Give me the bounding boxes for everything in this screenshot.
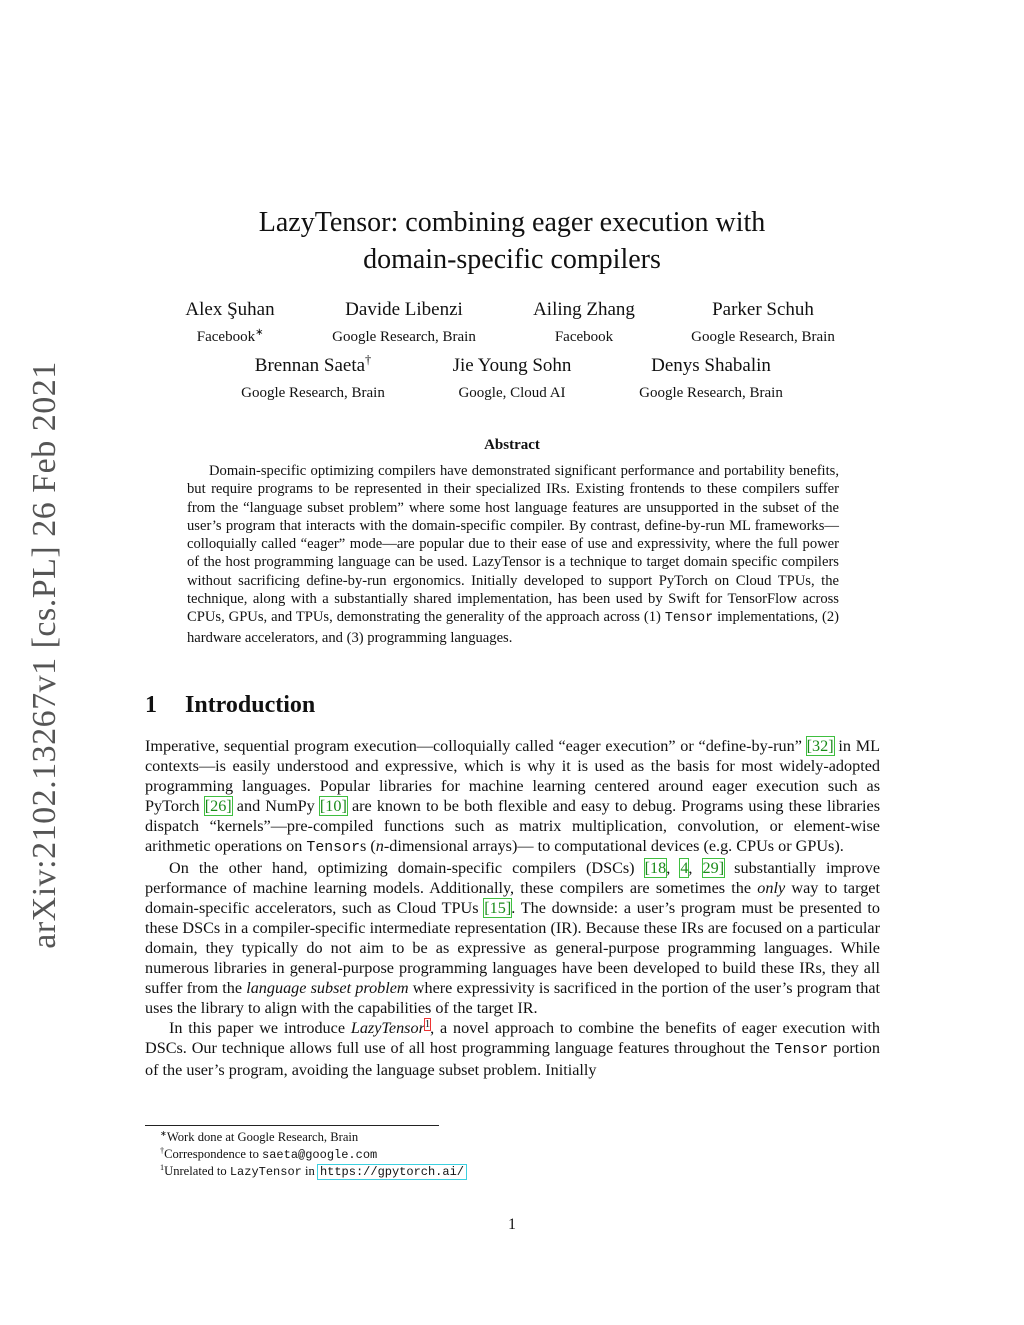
author-block (222, 354, 404, 404)
author-block (432, 354, 592, 404)
author-name: Alex Şuhan (185, 299, 275, 320)
footnote: ∗Work done at Google Research, Brain (160, 1128, 359, 1144)
author-name: Jie Young Sohn (452, 355, 572, 376)
url-link[interactable]: https://gpytorch.ai/ (319, 1165, 464, 1179)
email-address: saeta@google.com (262, 1147, 378, 1162)
section-number: 1 (145, 692, 157, 718)
footnote: $^1$Unrelated to LazyTensor in https://gpytorch.ai/ (160, 1162, 464, 1179)
code-inline: Tensor (306, 840, 361, 856)
paper-title (0, 204, 1024, 278)
author-block (509, 298, 659, 348)
title-line-2: domain-specific compilers (363, 244, 661, 275)
citation-link[interactable]: [10] (319, 797, 347, 815)
abstract-heading: Abstract (484, 437, 540, 453)
author-block (672, 298, 854, 348)
code-inline: LazyTensor (229, 1165, 302, 1179)
paragraph: Imperative, sequential program execution—colloquially called “eager execution” or “define-by-run” [32] in ML contexts—is easily understood and expressive, which is why it is used as the basis for most widely-adopted programming languages. Popular libraries for machine learning centered around eager execution such as PyTorch [26] and NumPy [10] are known to be both flexible and easy to debug. Programs using these libraries dispatch “kernels”—pre-compiled functions such as matrix multiplication, convolution, or element-wise arithmetic operations on Tensors (n-dimensional arrays)— to computational devices (e.g. CPUs or GPUs). (145, 737, 881, 856)
paragraph: On the other hand, optimizing domain-specific compilers (DSCs) [18, 4, 29] substantially improve performance of machine learning models. Additionally, these compilers are sometimes the only way to target domain-specific accelerators, such as Cloud TPUs [15]. The downside: a user’s program must be presented to these DSCs in a compiler-specific intermediate representation (IR). Because these IRs are focused on a particular domain, they typically do not aim to be as expressive as general-purpose programming languages. While numerous libraries in general-purpose programming languages have been developed to build these IRs, they all suffer from the language subset problem where expressivity is sacrificed in the portion of the user’s program that uses the library to align with the capabilities of the target IR. (145, 859, 881, 1017)
citation-link[interactable]: 29] (702, 859, 725, 877)
arxiv-id: arXiv:2102.13267v1 [cs.PL] 26 Feb 2021 (26, 361, 63, 949)
footnotes (160, 1129, 880, 1181)
citation-link[interactable]: [26] (204, 797, 232, 815)
author-name: Parker Schuh (712, 299, 814, 320)
author-block (160, 298, 300, 348)
author-block (314, 298, 494, 348)
introduction-body (145, 736, 880, 1080)
footnote-divider (145, 1125, 439, 1126)
author-block (620, 354, 802, 404)
code-inline: Tensor (664, 611, 714, 627)
paragraph: In this paper we introduce LazyTensor$^1$, a novel approach to combine the benefits of eager execution with DSCs. Our technique allows full use of all host programming language features throughout the Tensor portion of the user’s program, avoiding the language subset problem. Initially (145, 1018, 881, 1079)
author-name: Brennan Saeta† (254, 352, 372, 376)
author-affiliation: Google, Cloud AI (458, 385, 566, 401)
citation-link[interactable]: [15] (484, 899, 512, 917)
author-name: Denys Shabalin (651, 355, 771, 376)
section-heading-introduction (145, 692, 315, 719)
citation-link[interactable]: [18 (644, 859, 667, 877)
title-line-1: LazyTensor: combining eager execution with (258, 207, 766, 238)
author-affiliation: Google Research, Brain (241, 385, 385, 401)
citation-link[interactable]: [32] (806, 737, 834, 755)
author-affiliation: Facebook∗ (196, 327, 264, 345)
footnote-link[interactable]: 1 (424, 1018, 431, 1030)
code-inline: Tensor (774, 1042, 829, 1058)
author-affiliation: Google Research, Brain (691, 329, 835, 345)
page-number: 1 (508, 1216, 516, 1233)
citation-link[interactable]: 4 (680, 859, 689, 877)
author-affiliation: Facebook (554, 329, 614, 345)
footnote: †Correspondence to saeta@google.com (160, 1145, 378, 1162)
author-name: Ailing Zhang (533, 299, 635, 320)
section-title: Introduction (185, 692, 316, 718)
abstract-body: Domain-specific optimizing compilers have demonstrated significant performance and portability benefits, but require programs to be represented in their specialized IRs. Existing frontends to these compilers suffer from the “language subset problem” where some host language features are unsupported in the subset of the user’s program that interacts with the domain-specific compiler. By contrast, define-by-run ML frameworks—colloquially called “eager” mode—are popular due to their ease of use and expressivity, where the full power of the host programming language can be used. LazyTensor is a technique to target domain specific compilers without sacrificing define-by-run ergonomics. Initially developed to support PyTorch on Cloud TPUs, the technique, along with a substantially shared implementation, has been used by Swift for TensorFlow across CPUs, GPUs, and TPUs, demonstrating the generality of the approach across (1) Tensor implementations, (2) hardware accelerators, and (3) programming languages. (187, 463, 839, 646)
author-name: Davide Libenzi (345, 299, 463, 320)
author-affiliation: Google Research, Brain (332, 329, 476, 345)
author-affiliation: Google Research, Brain (639, 385, 783, 401)
